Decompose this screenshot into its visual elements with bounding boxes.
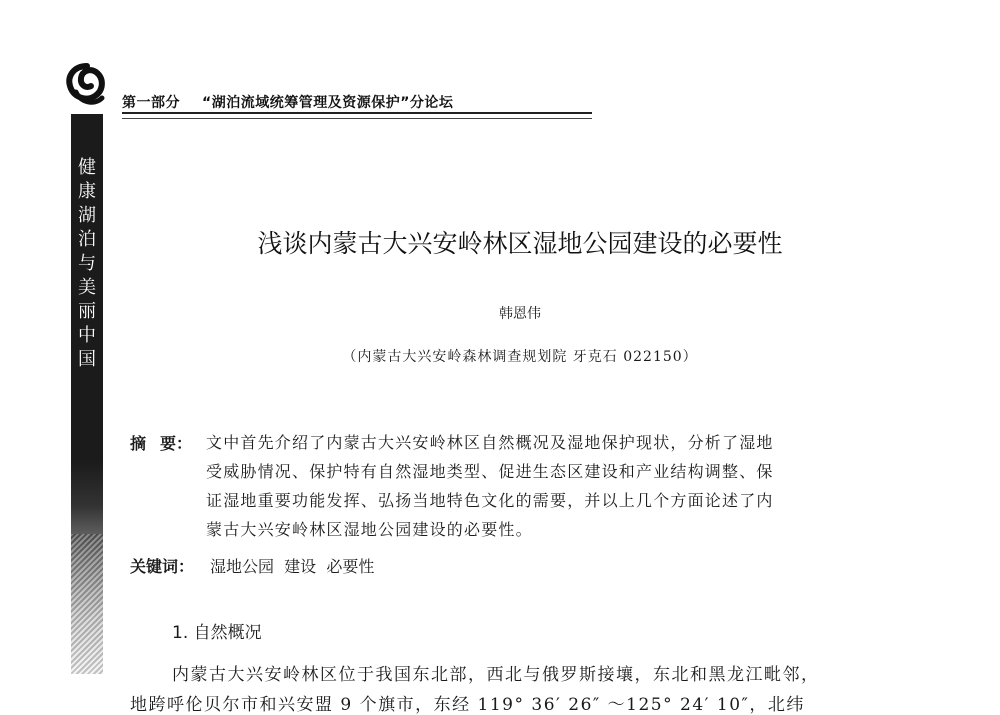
abstract-label-char: 摘 xyxy=(130,434,147,453)
article-author: 韩恩伟 xyxy=(499,306,541,322)
sidebar-char: 美 xyxy=(78,277,96,298)
sidebar-texture xyxy=(71,534,103,674)
body-paragraph-line: 内蒙古大兴安岭林区位于我国东北部，西北与俄罗斯接壤，东北和黑龙江毗邻， xyxy=(172,665,820,685)
header-rule xyxy=(122,112,592,114)
abstract-label-char: 要： xyxy=(160,434,193,453)
body-paragraph-line: 地跨呼伦贝尔市和兴安盟 9 个旗市，东经 119° 36′ 26″ ～125° 24′ 10″，北纬 xyxy=(130,695,805,715)
sidebar-char: 中 xyxy=(78,325,96,346)
section-heading: 1. 自然概况 xyxy=(172,623,262,643)
abstract-line: 文中首先介绍了内蒙古大兴安岭林区自然概况及湿地保护现状，分析了湿地 xyxy=(206,433,774,452)
keywords-label: 关键词： xyxy=(130,557,195,576)
sidebar-char: 康 xyxy=(78,181,96,202)
abstract-label xyxy=(130,431,192,454)
sidebar-char: 丽 xyxy=(78,301,96,322)
abstract-line: 蒙古大兴安岭林区湿地公园建设的必要性。 xyxy=(206,520,533,539)
side-bar xyxy=(71,114,103,674)
forum-label: “湖泊流域统筹管理及资源保护”分论坛 xyxy=(202,95,454,111)
sidebar-vertical-title xyxy=(71,156,103,372)
keywords-value: 湿地公园 建设 必要性 xyxy=(210,557,375,576)
abstract-line: 受威胁情况、保护特有自然湿地类型、促进生态区建设和产业结构调整、保 xyxy=(206,462,774,481)
sidebar-char: 健 xyxy=(78,157,96,178)
sidebar-char: 泊 xyxy=(78,229,96,250)
sidebar-char: 与 xyxy=(78,253,96,274)
part-label: 第一部分 xyxy=(122,95,180,111)
abstract-line: 证湿地重要功能发挥、弘扬当地特色文化的需要，并以上几个方面论述了内 xyxy=(206,491,774,510)
article-affiliation: （内蒙古大兴安岭森林调查规划院 牙克石 022150） xyxy=(342,349,698,365)
sidebar-char: 国 xyxy=(78,349,96,370)
abstract-text xyxy=(206,428,911,544)
running-header xyxy=(122,92,453,112)
sidebar-char: 湖 xyxy=(78,205,96,226)
article-title: 浅谈内蒙古大兴安岭林区湿地公园建设的必要性 xyxy=(257,229,783,258)
header-rule-thin xyxy=(122,118,592,119)
journal-logo-icon xyxy=(64,62,110,108)
